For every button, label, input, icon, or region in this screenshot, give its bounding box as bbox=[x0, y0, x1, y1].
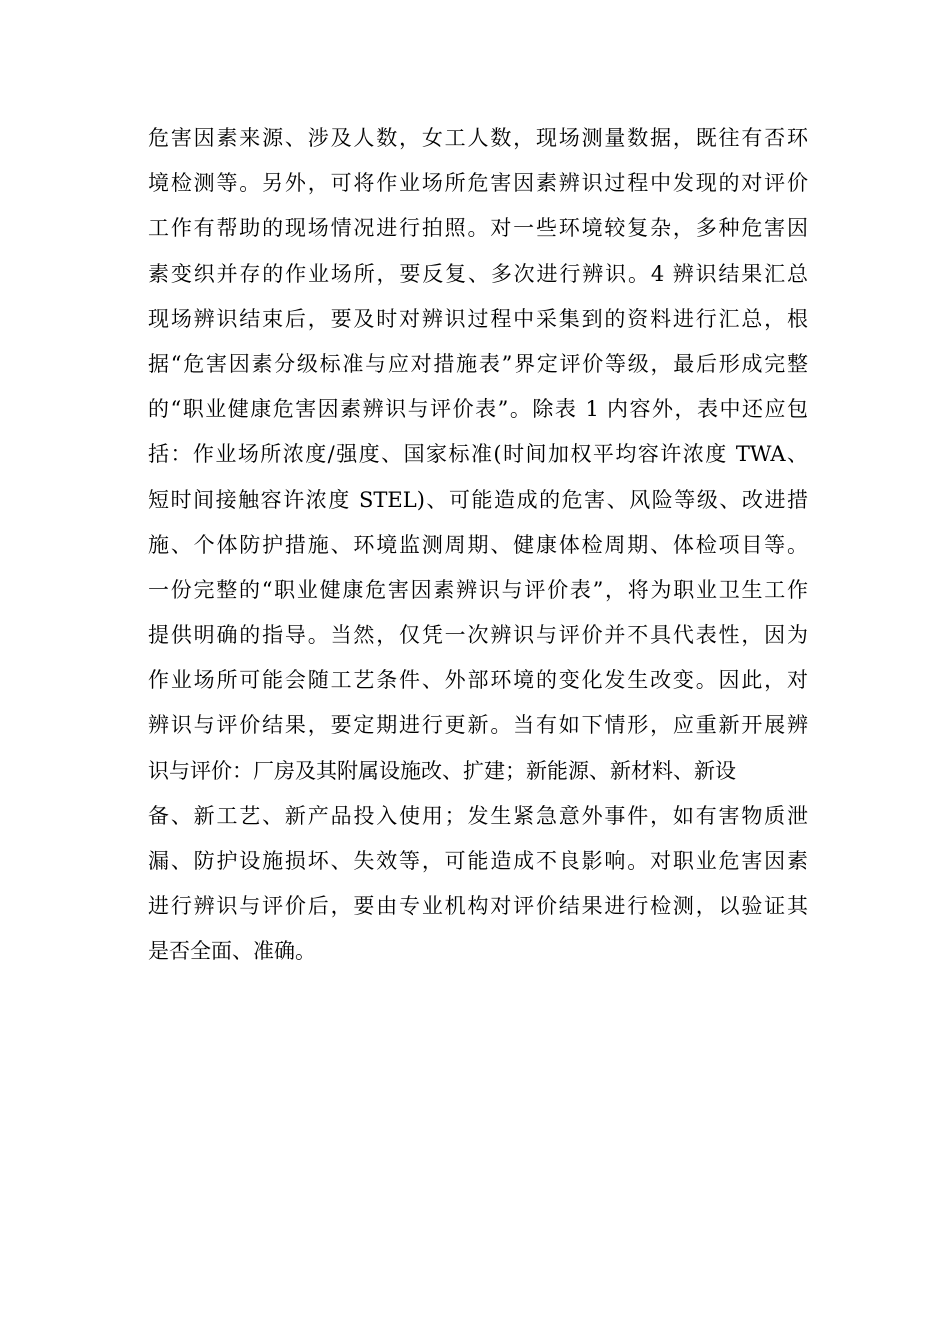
text-line: 短时间接触容许浓度 STEL)、可能造成的危害、风险等级、改进措 bbox=[148, 487, 808, 512]
text-line: 进行辨识与评价后，要由专业机构对评价结果进行检测，以验证其 bbox=[148, 894, 808, 919]
text-line: 一份完整的“职业健康危害因素辨识与评价表”，将为职业卫生工作 bbox=[148, 577, 808, 602]
text-line: 识与评价：厂房及其附属设施改、扩建；新能源、新材料、新设 bbox=[148, 758, 736, 783]
text-line: 辨识与评价结果，要定期进行更新。当有如下情形，应重新开展辨 bbox=[148, 713, 808, 738]
text-line: 危害因素来源、涉及人数，女工人数，现场测量数据，既往有否环 bbox=[148, 126, 808, 150]
text-line: 漏、防护设施损坏、失效等，可能造成不良影响。对职业危害因素 bbox=[148, 849, 808, 873]
text-line: 作业场所可能会随工艺条件、外部环境的变化发生改变。因此，对 bbox=[148, 668, 808, 693]
text-line: 的“职业健康危害因素辨识与评价表”。除表 1 内容外，表中还应包 bbox=[148, 397, 808, 422]
text-line: 据“危害因素分级标准与应对措施表”界定评价等级，最后形成完整 bbox=[148, 351, 808, 376]
text-line: 工作有帮助的现场情况进行拍照。对一些环境较复杂，多种危害因 bbox=[148, 216, 808, 241]
text-line: 施、个体防护措施、环境监测周期、健康体检周期、体检项目等。 bbox=[148, 532, 808, 557]
text-line: 是否全面、准确。 bbox=[148, 939, 316, 964]
body-paragraph bbox=[148, 116, 808, 975]
text-line: 素变织并存的作业场所，要反复、多次进行辨识。4 辨识结果汇总 bbox=[148, 261, 808, 286]
text-line: 括：作业场所浓度/强度、国家标准(时间加权平均容许浓度 TWA、 bbox=[148, 442, 808, 467]
text-line: 备、新工艺、新产品投入使用；发生紧急意外事件，如有害物质泄 bbox=[148, 803, 808, 828]
text-line: 现场辨识结束后，要及时对辨识过程中采集到的资料进行汇总，根 bbox=[148, 306, 808, 331]
text-line: 境检测等。另外，可将作业场所危害因素辨识过程中发现的对评价 bbox=[148, 171, 808, 196]
text-line: 提供明确的指导。当然，仅凭一次辨识与评价并不具代表性，因为 bbox=[148, 623, 808, 648]
